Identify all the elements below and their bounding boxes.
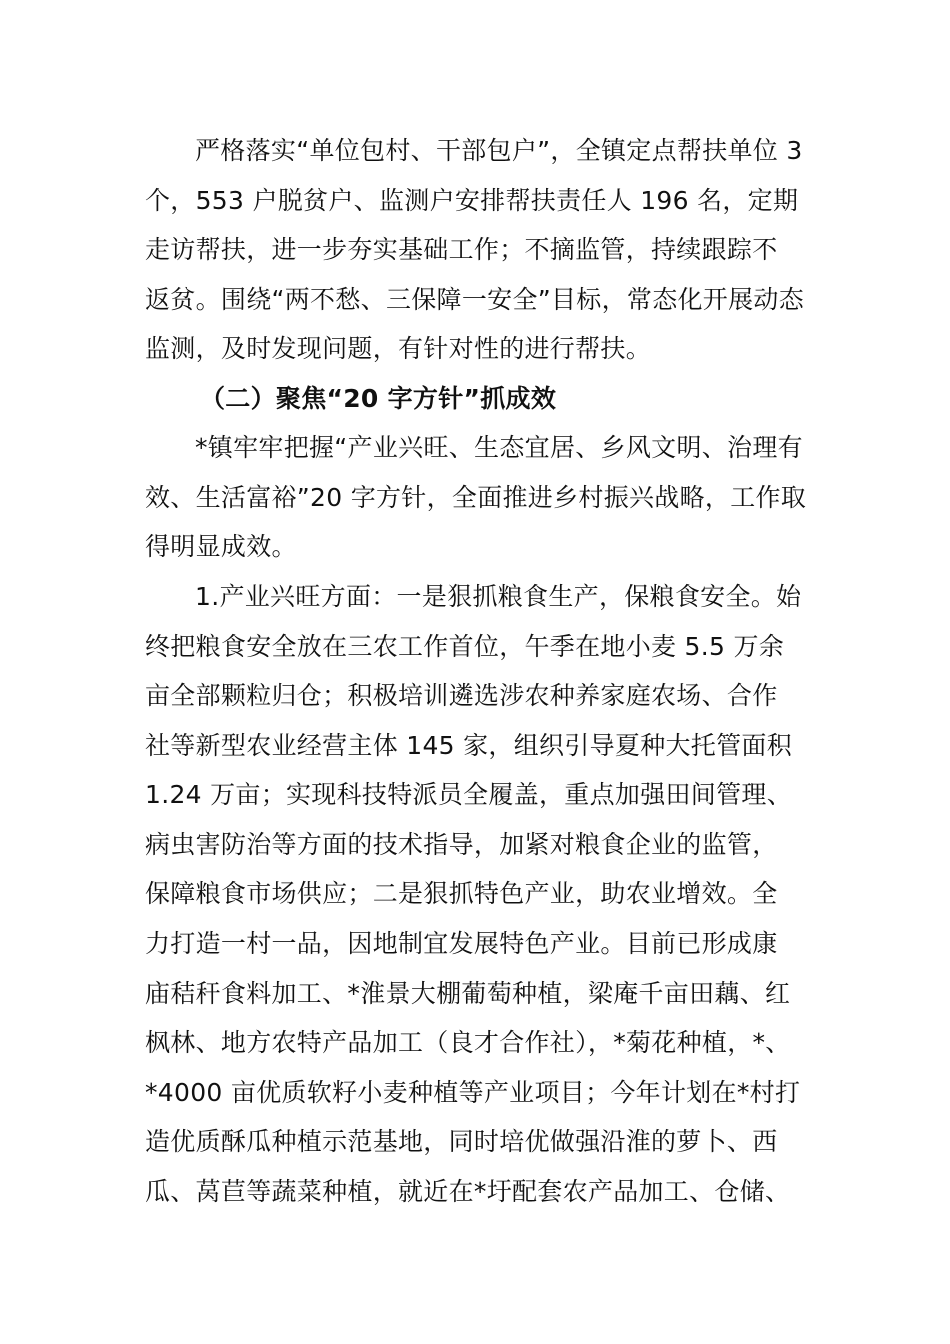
- paragraph-3-line-7: 保障粮食市场供应；二是狠抓特色产业，助农业增效。全: [145, 879, 778, 908]
- paragraph-2-line-2: 效、生活富裕”20 字方针，全面推进乡村振兴战略，工作取: [145, 483, 807, 512]
- paragraph-3-line-12: 造优质酥瓜种植示范基地，同时培优做强沿淮的萝卜、西: [145, 1127, 778, 1156]
- paragraph-3-line-1: 1.产业兴旺方面：一是狠抓粮食生产，保粮食安全。始: [195, 582, 802, 611]
- paragraph-3-line-4: 社等新型农业经营主体 145 家，组织引导夏种大托管面积: [145, 731, 793, 760]
- paragraph-3-line-3: 亩全部颗粒归仓；积极培训遴选涉农种养家庭农场、合作: [145, 681, 778, 710]
- paragraph-1-line-1: 严格落实“单位包村、干部包户”，全镇定点帮扶单位 3: [195, 136, 803, 165]
- paragraph-1-line-2: 个，553 户脱贫户、监测户安排帮扶责任人 196 名，定期: [145, 186, 799, 215]
- paragraph-3-line-11: *4000 亩优质软籽小麦种植等产业项目；今年计划在*村打: [145, 1078, 801, 1107]
- paragraph-3-line-5: 1.24 万亩；实现科技特派员全履盖，重点加强田间管理、: [145, 780, 793, 809]
- paragraph-3-line-6: 病虫害防治等方面的技术指导，加紧对粮食企业的监管，: [145, 830, 778, 859]
- paragraph-3-line-13: 瓜、莴苣等蔬菜种植，就近在*圩配套农产品加工、仓储、: [145, 1177, 791, 1206]
- paragraph-2-line-1: *镇牢牢把握“产业兴旺、生态宜居、乡风文明、治理有: [195, 433, 803, 462]
- paragraph-3-line-9: 庙秸秆食料加工、*淮景大棚葡萄种植，梁庵千亩田藕、红: [145, 979, 791, 1008]
- paragraph-1-line-3: 走访帮扶，进一步夯实基础工作；不摘监管，持续跟踪不: [145, 235, 778, 264]
- paragraph-2-line-3: 得明显成效。: [145, 532, 297, 561]
- paragraph-1-line-4: 返贫。围绕“两不愁、三保障一安全”目标，常态化开展动态: [145, 285, 805, 314]
- paragraph-3-line-8: 力打造一村一品，因地制宜发展特色产业。目前已形成康: [145, 929, 778, 958]
- paragraph-3-line-10: 枫林、地方农特产品加工（良才合作社），*菊花种植，*、: [145, 1028, 791, 1057]
- paragraph-1-line-5: 监测，及时发现问题，有针对性的进行帮扶。: [145, 334, 652, 363]
- paragraph-3-line-2: 终把粮食安全放在三农工作首位，午季在地小麦 5.5 万余: [145, 632, 785, 661]
- section-heading: （二）聚焦“20 字方针”抓成效: [200, 384, 557, 413]
